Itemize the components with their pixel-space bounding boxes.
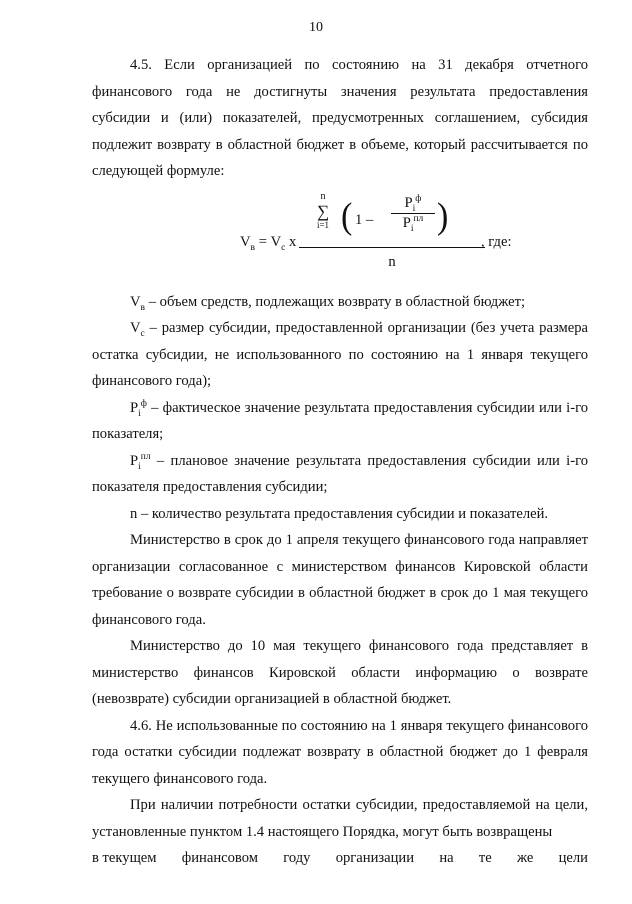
document-body (92, 52, 588, 872)
paragraph-4-6: 4.6. Не использованные по состоянию на 1 января текущего финансового года остатки субсидии подлежат возврату в областной бюджет до 1 февраля текущего финансового года. (92, 717, 588, 787)
formula-lhs: $V_в = V_с$ х (240, 233, 297, 253)
definition-pp: $P_i^{пл}$ – плановое значение результата предоставления субсидии или i-го показателя предоставления субсидии; (92, 451, 588, 495)
paragraph-remainder-last-line: в текущем финансовом году организации на те же цели (92, 850, 588, 866)
paragraph-ministry-deadline: Министерство в срок до 1 апреля текущего финансового года направляет организации согласованное с министерством финансов Кировской области требование о возврате субсидии в областной бюджет в срок до 1 мая текущего финансового года. (92, 532, 588, 628)
formula-denominator: n (388, 253, 396, 270)
definition-pf: $P_i^ф$ – фактическое значение результата предоставления субсидии или i-го показателя; (92, 398, 588, 442)
paragraph-remainder: При наличии потребности остатки субсидии, предоставляемой на цели, установленные пунктом 1.4 настоящего Порядка, могут быть возвращены (92, 797, 588, 840)
formula-numerator: n ∑ i=1 ( 1 – $P_i^ф$ $P_i^{пл}$ ) (305, 191, 485, 245)
paragraph-4-5: 4.5. Если организацией по состоянию на 31 декабря отчетного финансового года не достигнуты значения результата предоставления субсидии и (или) показателей, предусмотренных соглашением, субсидия подлежит возврату в областной бюджет в объеме, который рассчитывается по следующей формуле: (92, 57, 588, 179)
ratio-fraction: $P_i^ф$ $P_i^{пл}$ (391, 195, 435, 232)
formula-fraction (299, 191, 485, 281)
formula-where: , где: (481, 233, 512, 250)
paragraph-ministry-report: Министерство до 10 мая текущего финансового года представляет в министерство финансов Кировской области информацию о возврате (невозврате) субсидии организацией в областной бюджет. (92, 638, 588, 707)
refund-formula (92, 185, 588, 289)
definition-vc: $V_с$ – размер субсидии, предоставленной организации (без учета размера остатка субсидии, не использованного по состоянию на 1 января текущего финансового года); (92, 320, 588, 389)
definition-vv: $V_в$ – объем средств, подлежащих возврату в областной бюджет; (130, 293, 526, 313)
definition-n: n – количество результата предоставления субсидии и показателей. (130, 505, 549, 522)
page-number: 10 (309, 20, 323, 35)
sum-symbol: n ∑ i=1 (316, 190, 330, 230)
formula-one-minus: 1 – (355, 211, 374, 228)
fraction-bar (299, 247, 485, 248)
